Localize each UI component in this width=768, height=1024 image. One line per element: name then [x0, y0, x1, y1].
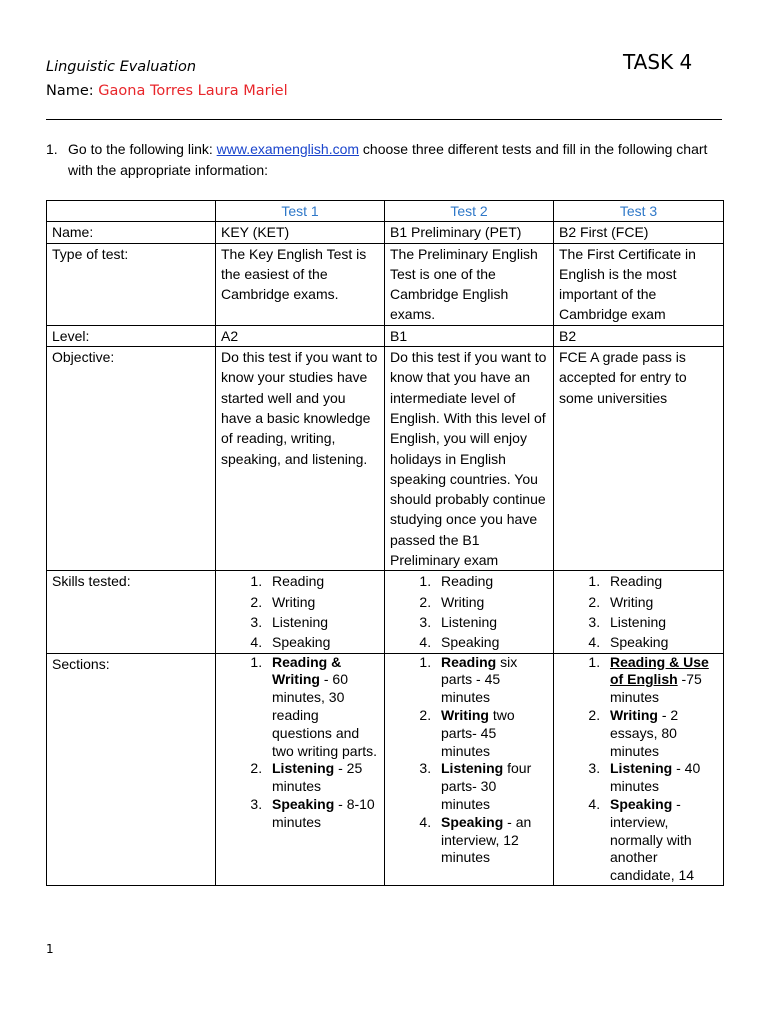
examenglish-link[interactable]: www.examenglish.com — [216, 141, 360, 157]
sections-cell-test2 — [385, 653, 554, 885]
table-row — [47, 325, 724, 346]
table-cell: The Key English Test is the easiest of the Cambridge exams. — [216, 243, 385, 325]
section-title: Listening — [272, 760, 335, 777]
header-divider — [46, 119, 722, 120]
list-item: 1. Reading — [435, 571, 548, 591]
instruction-before-link: Go to the following link: — [68, 141, 217, 157]
tests-chart — [46, 200, 724, 886]
sections-cell-test3 — [554, 653, 724, 885]
list-item: 1. Reading — [266, 571, 379, 591]
section-title: Listening — [610, 760, 673, 777]
section-title: Writing — [610, 706, 658, 723]
list-item: 4. Speaking — [604, 632, 718, 652]
list-item — [604, 707, 718, 760]
table-cell: The Preliminary English Test is one of the Cambridge English exams. — [385, 243, 554, 325]
skills-list — [559, 571, 718, 652]
table-cell: The First Certificate in English is the most important of the Cambridge exam — [554, 243, 724, 325]
row-label: Sections: — [47, 653, 216, 885]
header-cell-test3: Test 3 — [554, 201, 724, 222]
skills-cell-test3 — [554, 571, 724, 653]
instruction-after-link: choose three different tests and fill in the following chart with the appropriate information: — [68, 141, 708, 178]
list-item — [266, 760, 379, 796]
list-item: 3. Listening — [604, 612, 718, 632]
section-title: Speaking — [610, 795, 673, 812]
section-title: Reading & Use of English — [610, 653, 709, 688]
list-item — [435, 707, 548, 760]
name-label: Name: — [46, 83, 94, 99]
list-item: 2. Writing — [435, 592, 548, 612]
table-cell: B1 — [385, 325, 554, 346]
sections-list — [559, 654, 718, 885]
section-title: Listening — [441, 760, 504, 777]
page-number: 1 — [46, 942, 54, 956]
row-label: Name: — [47, 222, 216, 243]
table-cell: FCE A grade pass is accepted for entry to some universities — [554, 347, 724, 571]
list-item — [266, 796, 379, 832]
section-detail: two parts- 45 minutes — [441, 706, 515, 759]
section-detail: six parts - 45 minutes — [441, 653, 518, 706]
sections-list — [221, 654, 379, 832]
section-detail: four parts- 30 minutes — [441, 760, 532, 812]
table-cell: B2 — [554, 325, 724, 346]
list-item — [604, 796, 718, 885]
skills-list — [390, 571, 548, 652]
table-cell: A2 — [216, 325, 385, 346]
list-item: 2. Writing — [604, 592, 718, 612]
section-title: Reading & Writing — [272, 653, 342, 688]
skills-list — [221, 571, 379, 652]
list-item — [435, 760, 548, 813]
table-cell: B2 First (FCE) — [554, 222, 724, 243]
section-title: Speaking — [441, 813, 504, 830]
section-title: Reading — [441, 653, 497, 670]
chart-body — [47, 201, 724, 886]
sections-list — [390, 654, 548, 868]
section-detail: -75 minutes — [610, 671, 702, 706]
list-item: 3. Listening — [435, 612, 548, 632]
list-item — [604, 760, 718, 796]
list-item: 4. Speaking — [435, 632, 548, 652]
evaluation-title: Linguistic Evaluation — [46, 59, 197, 75]
table-row — [47, 347, 724, 571]
section-detail: - interview, normally with another candidate, 14 — [610, 795, 695, 884]
skills-row — [47, 571, 724, 653]
table-cell: B1 Preliminary (PET) — [385, 222, 554, 243]
instruction-item — [46, 139, 726, 180]
list-item — [435, 814, 548, 867]
sections-cell-test1 — [216, 653, 385, 885]
list-item: 4. Speaking — [266, 632, 379, 652]
table-row — [47, 243, 724, 325]
name-line — [46, 79, 288, 103]
header-cell-blank — [47, 201, 216, 222]
task-label: TASK 4 — [623, 50, 693, 74]
list-item — [604, 654, 718, 707]
list-item — [266, 654, 379, 761]
header-cell-test2: Test 2 — [385, 201, 554, 222]
skills-cell-test2 — [385, 571, 554, 653]
header-row — [47, 201, 724, 222]
instruction-text — [68, 139, 726, 180]
row-label: Skills tested: — [47, 571, 216, 653]
section-detail: - 40 minutes — [610, 760, 701, 795]
table-cell: Do this test if you want to know that you have an intermediate level of English. With this level of English, you will enjoy holidays in English speaking countries. You should probably continue studying once you have passed the B1 Preliminary exam — [385, 347, 554, 571]
section-detail: - 8-10 minutes — [272, 795, 375, 830]
list-item: 1. Reading — [604, 571, 718, 591]
sections-row — [47, 653, 724, 885]
list-item: 3. Listening — [266, 612, 379, 632]
list-item: 2. Writing — [266, 592, 379, 612]
section-title: Writing — [441, 706, 489, 723]
table-cell: KEY (KET) — [216, 222, 385, 243]
table-cell: Do this test if you want to know your studies have started well and you have a basic knowledge of reading, writing, speaking, and listening. — [216, 347, 385, 571]
row-label: Objective: — [47, 347, 216, 571]
section-detail: - 2 essays, 80 minutes — [610, 706, 679, 759]
skills-cell-test1 — [216, 571, 385, 653]
section-detail: - an interview, 12 minutes — [441, 813, 532, 866]
row-label: Type of test: — [47, 243, 216, 325]
list-item — [435, 654, 548, 707]
section-title: Speaking — [272, 795, 335, 812]
instruction-number: 1. — [46, 141, 58, 157]
table-row — [47, 222, 724, 243]
document-header — [46, 55, 288, 103]
header-cell-test1: Test 1 — [216, 201, 385, 222]
section-detail: - 25 minutes — [272, 760, 363, 795]
section-detail: - 60 minutes, 30 reading questions and two writing parts. — [272, 671, 378, 759]
row-label: Level: — [47, 325, 216, 346]
student-name: Gaona Torres Laura Mariel — [98, 83, 288, 99]
